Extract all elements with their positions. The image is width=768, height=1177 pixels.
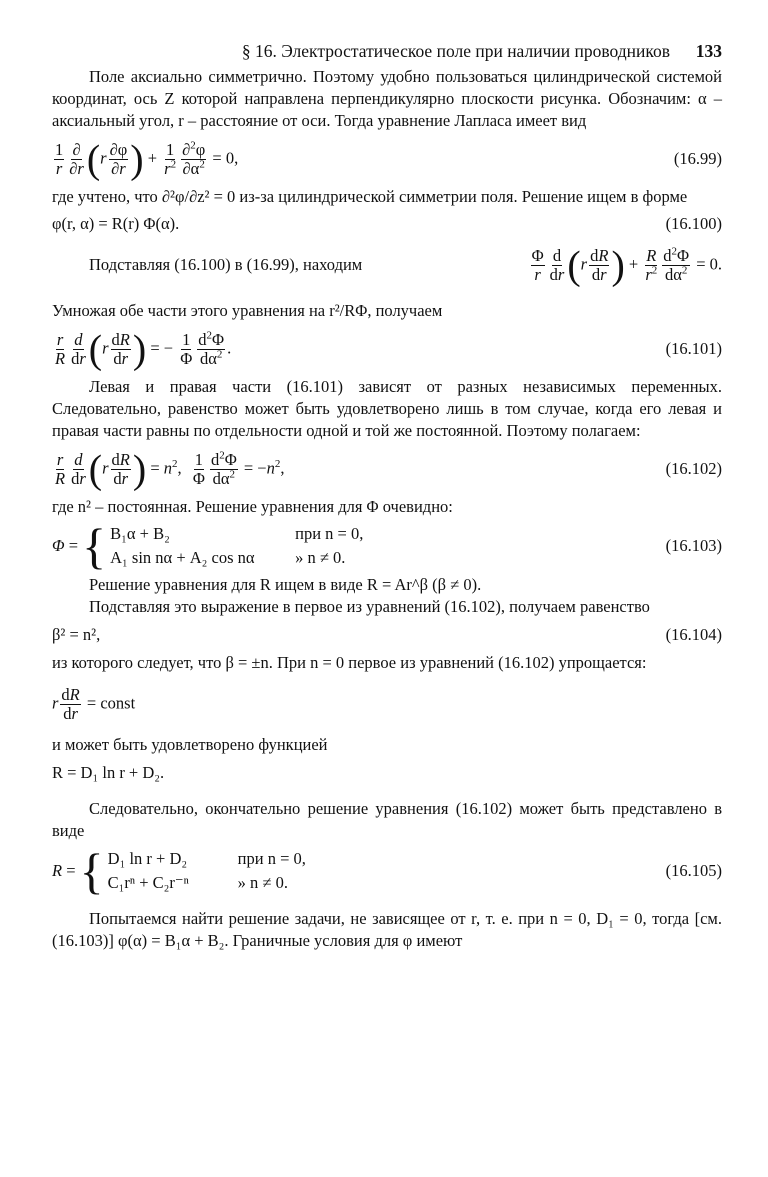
equation-body: $\frac{r}{R}$ $\frac{d}{dr}$ (r $\frac{dR}{dr}$ ) = $n^2$, $\frac{1}{\Phi}$ $\frac{d^2\Phi}{d\alpha^2}$ = $-n^2$, <box>55 446 285 491</box>
equation-body: $\frac{\Phi}{r}$ $\frac{d}{dr}$ (r $\frac{dR}{dr}$ ) + $\frac{R}{r^2}$ $\frac{d^2\Phi}{d\alpha^2}$ = 0. <box>531 242 722 287</box>
paragraph-separation: Левая и правая части (16.101) зависят от разных независимых переменных. Следовательно, равенство может быть удовлетворено лишь в том случае, когда его левая и правая части равны по отдельности одной и той же постоянной. Поэтому полагаем: <box>52 377 722 440</box>
equation-number: (16.99) <box>673 149 722 168</box>
equation-16-105 <box>52 844 722 898</box>
paragraph-boundary: Попытаемся найти решение задачи, не зависящее от r, т. е. при n = 0, D₁ = 0, тогда [см. (16.103)] φ(α) = B₁α + B₂. Граничные условия для φ имеют <box>52 909 722 950</box>
case-expr: A₁ sin nα + A₂ cos nα <box>110 548 255 567</box>
case-expr: C₁rⁿ + C₂r⁻ⁿ <box>107 873 189 892</box>
paragraph-intro: Поле аксиально симметрично. Поэтому удобно пользоваться цилиндрической системой координат, ось Z которой направлена перпендикулярно плоскости рисунка. Обозначим: α – аксиальный угол, r – расстояние от оси. Тогда уравнение Лапласа имеет вид <box>52 67 722 130</box>
paragraph-satisfied: и может быть удовлетворено функцией <box>52 735 328 754</box>
equation-body: Φ = { B₁α + B₂ при n = 0, A₁ sin nα + A₂ cos nα » n ≠ 0. <box>52 518 364 574</box>
equation-body: r $\frac{dR}{dr}$ = const <box>52 684 136 723</box>
equation-16-99 <box>52 134 722 184</box>
equation-16-104 <box>52 620 722 650</box>
equation-16-101 <box>52 324 722 374</box>
equation-16-102 <box>52 444 722 494</box>
equation-const <box>52 676 722 732</box>
equation-16-100 <box>52 210 722 238</box>
case-cond: » n ≠ 0. <box>295 548 346 567</box>
paragraph-final: Следовательно, окончательно решение уравнения (16.102) может быть представлено в виде <box>52 799 722 840</box>
equation-number: (16.104) <box>665 625 722 644</box>
page <box>52 40 722 952</box>
running-header <box>52 40 722 66</box>
equation-number: (16.105) <box>665 861 722 880</box>
equation-rhs: = const <box>86 692 136 712</box>
equation-body: R = { D₁ ln r + D₂ при n = 0, C₁rⁿ + C₂r⁻ⁿ » n ≠ 0. <box>52 843 306 899</box>
equation-number: (16.103) <box>665 536 722 555</box>
case-expr: B₁α + B₂ <box>110 524 170 543</box>
paragraph-constant: где n² – постоянная. Решение уравнения для Φ очевидно: <box>52 497 453 516</box>
paragraph-beta: из которого следует, что β = ±n. При n = 0 первое из уравнений (16.102) упрощается: <box>52 653 647 672</box>
equation-log <box>52 758 722 788</box>
equation-16-103 <box>52 520 722 572</box>
case-cond: » n ≠ 0. <box>237 873 288 892</box>
substitution-text: Подставляя (16.100) в (16.99), находим <box>89 255 363 274</box>
paragraph-multiply: Умножая обе части этого уравнения на r²/RΦ, получаем <box>52 301 443 320</box>
equation-body: φ(r, α) = R(r) Φ(α). <box>52 214 180 233</box>
paragraph-note: где учтено, что ∂²φ/∂z² = 0 из-за цилиндрической симметрии поля. Решение ищем в форме <box>52 187 688 206</box>
equation-body: R = D₁ ln r + D₂. <box>52 763 165 782</box>
equation-body: $\frac{1}{r}$ ∂ ∂r (r $\frac{\partial\varphi}{\partial r}$ ) + $\frac{1}{r^2}$ $\frac{\partial^2\varphi}{\partial\alpha^2}$ = 0, <box>55 136 239 181</box>
equation-body: β² = n², <box>52 625 101 644</box>
equation-body: $\frac{r}{R}$ $\frac{d}{dr}$ (r $\frac{dR}{dr}$ ) = − $\frac{1}{\Phi}$ $\frac{d^2\Phi}{d\alpha^2}$ . <box>55 326 232 371</box>
page-number: 133 <box>695 41 722 61</box>
case-cond: при n = 0, <box>295 524 364 543</box>
paragraph-r-form: Решение уравнения для R ищем в виде R = Ar^β (β ≠ 0). <box>89 575 482 594</box>
header-title: § 16. Электростатическое поле при наличии проводников <box>241 41 670 61</box>
paragraph-substitute: Подставляя это выражение в первое из уравнений (16.102), получаем равенство <box>89 597 650 616</box>
equation-number: (16.100) <box>665 214 722 233</box>
case-cond: при n = 0, <box>237 849 306 868</box>
equation-number: (16.101) <box>665 339 722 358</box>
equation-number: (16.102) <box>665 459 722 478</box>
case-expr: D₁ ln r + D₂ <box>107 849 188 868</box>
paragraph-substitution <box>52 240 722 290</box>
